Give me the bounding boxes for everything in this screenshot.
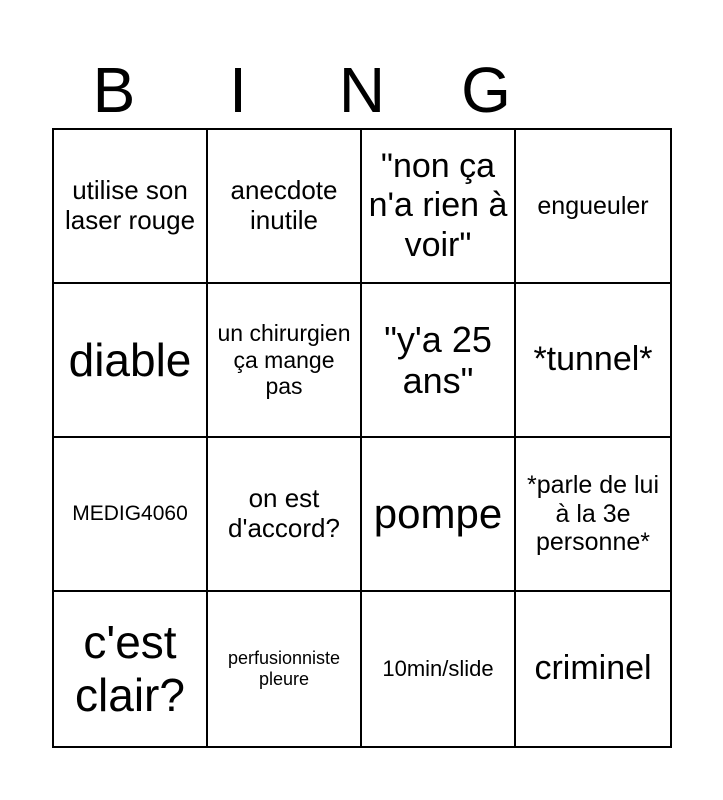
header-letter-g: G (461, 54, 511, 126)
bingo-cell[interactable] (516, 284, 670, 438)
bingo-cell-text: *tunnel* (533, 340, 653, 379)
bingo-cell[interactable] (516, 592, 670, 746)
bingo-cell-text: MEDIG4060 (72, 501, 188, 525)
bingo-cell[interactable] (208, 438, 362, 592)
bingo-cell-text: engueuler (537, 191, 649, 220)
bingo-cell[interactable] (362, 438, 516, 592)
header-letter-b: B (92, 54, 136, 126)
bingo-board (52, 128, 672, 748)
bingo-cell[interactable] (54, 438, 208, 592)
bingo-cell-text: criminel (534, 649, 652, 688)
header-letter-i: I (229, 54, 247, 126)
bingo-cell[interactable] (516, 438, 670, 592)
bingo-cell-text: on est d'accord? (228, 483, 340, 543)
bingo-cell-text: perfusionniste pleure (227, 648, 341, 689)
bingo-cell-text: c'est clair? (75, 616, 185, 721)
bingo-header (52, 52, 672, 128)
bingo-cell-text: "non ça n'a rien à voir" (368, 147, 508, 264)
bingo-cell-text: 10min/slide (382, 656, 494, 682)
bingo-cell[interactable] (208, 592, 362, 746)
header-letter-n: N (338, 54, 386, 126)
bingo-cell-text: un chirurgien ça mange pas (217, 320, 351, 400)
bingo-cell[interactable] (54, 130, 208, 284)
bingo-cell[interactable] (208, 284, 362, 438)
bingo-cell[interactable] (54, 284, 208, 438)
bingo-cell[interactable] (208, 130, 362, 284)
bingo-cell-text: diable (68, 333, 192, 386)
bingo-cell-text: utilise son laser rouge (64, 175, 196, 235)
bingo-cell-text: "y'a 25 ans" (384, 318, 492, 401)
bingo-cell[interactable] (362, 130, 516, 284)
bingo-cell-text: *parle de lui à la 3e personne* (526, 470, 660, 557)
bingo-cell[interactable] (362, 284, 516, 438)
bingo-cell-text: anecdote inutile (230, 175, 338, 235)
bingo-cell-text: pompe (373, 489, 503, 537)
bingo-cell[interactable] (516, 130, 670, 284)
bingo-cell[interactable] (54, 592, 208, 746)
bingo-cell[interactable] (362, 592, 516, 746)
